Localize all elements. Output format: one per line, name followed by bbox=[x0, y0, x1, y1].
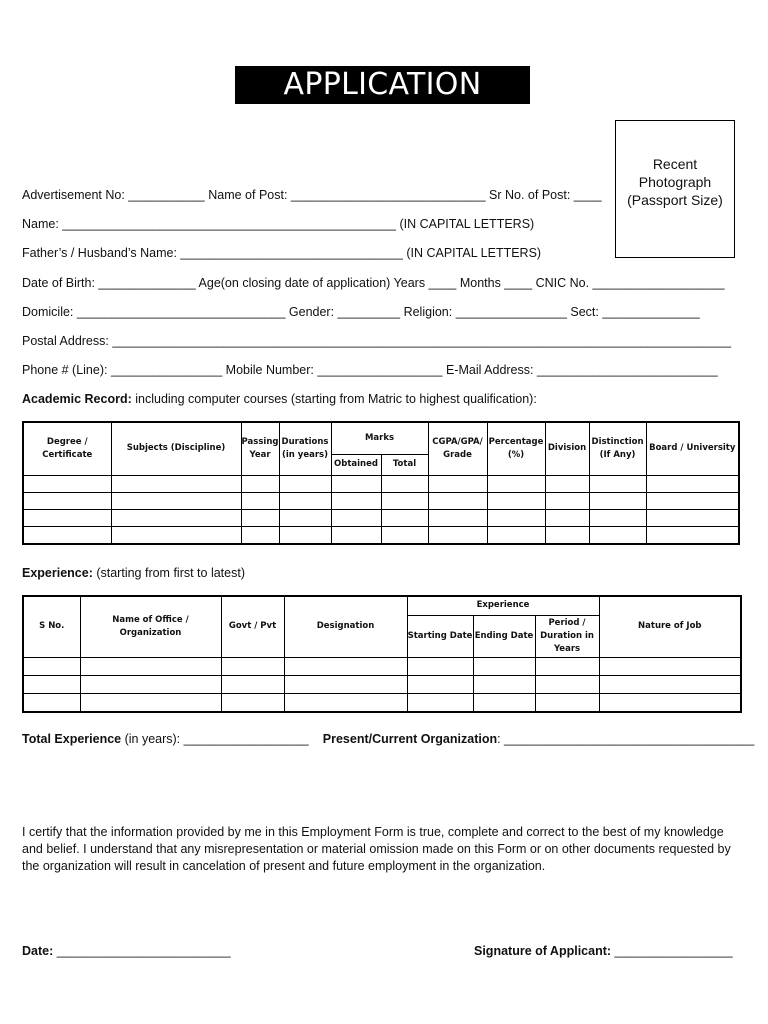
header-nature-of-job: Nature of Job bbox=[599, 596, 741, 657]
table-cell[interactable] bbox=[381, 492, 428, 509]
header-govt: Govt / Pvt bbox=[221, 596, 284, 657]
header-ending-date: Ending Date bbox=[473, 615, 535, 657]
table-row[interactable] bbox=[23, 675, 741, 693]
certification-text: I certify that the information provided by me in this Employment Form is true, complete and correct to the best of my knowledge and belief. I understand that any misrepresentation or material omission made on this Form or on other documents requested by the organization will result in cancelation of present and future employment in the organization. bbox=[22, 825, 731, 873]
table-cell[interactable] bbox=[646, 492, 739, 509]
header-subjects: Subjects (Discipline) bbox=[111, 422, 241, 475]
photo-label-1: Recent bbox=[652, 156, 698, 172]
header-distinction: Distinction (If Any) bbox=[589, 422, 646, 475]
table-cell[interactable] bbox=[111, 509, 241, 526]
table-cell[interactable] bbox=[589, 475, 646, 492]
header-board: Board / University bbox=[646, 422, 739, 475]
table-row[interactable] bbox=[23, 492, 739, 509]
advertisement-line[interactable]: Advertisement No: ___________ Name of Post: ____________________________ Sr No. of Post: ____ bbox=[22, 188, 602, 202]
header-division: Division bbox=[545, 422, 589, 475]
table-cell[interactable] bbox=[545, 492, 589, 509]
table-row[interactable] bbox=[23, 509, 739, 526]
table-cell[interactable] bbox=[279, 492, 331, 509]
table-cell[interactable] bbox=[589, 492, 646, 509]
table-cell[interactable] bbox=[221, 693, 284, 712]
table-cell[interactable] bbox=[487, 475, 545, 492]
table-row[interactable] bbox=[23, 693, 741, 712]
table-cell[interactable] bbox=[80, 693, 221, 712]
table-cell[interactable] bbox=[535, 657, 599, 675]
totals-line[interactable] bbox=[22, 731, 755, 747]
header-total: Total bbox=[381, 454, 428, 475]
date-label: Date: bbox=[22, 944, 54, 958]
present-organization-label: Present/Current Organization bbox=[322, 732, 498, 746]
table-cell[interactable] bbox=[331, 509, 381, 526]
table-cell[interactable] bbox=[407, 693, 473, 712]
table-row[interactable] bbox=[23, 526, 739, 544]
date-field[interactable] bbox=[22, 944, 231, 958]
table-cell[interactable] bbox=[407, 657, 473, 675]
header-percentage: Percentage (%) bbox=[487, 422, 545, 475]
table-cell[interactable] bbox=[241, 526, 279, 544]
table-cell[interactable] bbox=[221, 657, 284, 675]
postal-address-line[interactable]: Postal Address: _________________________________________________________________________________________ bbox=[22, 334, 732, 348]
table-cell[interactable] bbox=[589, 526, 646, 544]
table-cell[interactable] bbox=[381, 475, 428, 492]
table-cell[interactable] bbox=[331, 492, 381, 509]
header-degree: Degree / Certificate bbox=[23, 422, 111, 475]
total-experience-field[interactable]: (in years): __________________ bbox=[121, 732, 309, 746]
date-line[interactable]: _________________________ bbox=[53, 944, 231, 958]
header-durations: Durations (in years) bbox=[279, 422, 331, 475]
table-cell[interactable] bbox=[599, 657, 741, 675]
table-cell[interactable] bbox=[646, 475, 739, 492]
table-cell[interactable] bbox=[545, 475, 589, 492]
academic-table bbox=[22, 421, 740, 545]
table-cell[interactable] bbox=[23, 509, 111, 526]
table-cell[interactable] bbox=[487, 526, 545, 544]
table-cell[interactable] bbox=[111, 526, 241, 544]
table-cell[interactable] bbox=[473, 693, 535, 712]
header-obtained: Obtained bbox=[331, 454, 381, 475]
table-cell[interactable] bbox=[646, 526, 739, 544]
header-office: Name of Office / Organization bbox=[80, 596, 221, 657]
dob-line[interactable]: Date of Birth: ______________ Age(on closing date of application) Years ____ Months ____ CNIC No. ___________________ bbox=[22, 276, 725, 290]
table-cell[interactable] bbox=[23, 492, 111, 509]
header-marks: Marks bbox=[331, 422, 428, 454]
table-cell[interactable] bbox=[241, 475, 279, 492]
form-title: APPLICATION FORM bbox=[235, 66, 530, 104]
signature-label: Signature of Applicant: bbox=[474, 944, 612, 958]
domicile-line[interactable]: Domicile: ______________________________ Gender: _________ Religion: ________________ Sect: ______________ bbox=[22, 305, 700, 319]
table-cell[interactable] bbox=[284, 675, 407, 693]
table-cell[interactable] bbox=[23, 675, 80, 693]
header-designation: Designation bbox=[284, 596, 407, 657]
table-cell[interactable] bbox=[428, 526, 487, 544]
total-experience-label: Total Experience bbox=[22, 732, 122, 746]
table-cell[interactable] bbox=[545, 509, 589, 526]
table-cell[interactable] bbox=[487, 492, 545, 509]
name-line[interactable]: Name: ________________________________________________ (IN CAPITAL LETTERS) bbox=[22, 217, 535, 231]
table-cell[interactable] bbox=[428, 509, 487, 526]
experience-label-bold: Experience: bbox=[22, 566, 93, 580]
table-cell[interactable] bbox=[111, 475, 241, 492]
table-cell[interactable] bbox=[473, 657, 535, 675]
table-cell[interactable] bbox=[487, 509, 545, 526]
table-cell[interactable] bbox=[599, 675, 741, 693]
experience-heading bbox=[22, 565, 746, 581]
table-cell[interactable] bbox=[23, 657, 80, 675]
academic-label-rest: including computer courses (starting from Matric to highest qualification): bbox=[131, 392, 537, 406]
experience-label-rest: (starting from first to latest) bbox=[92, 566, 245, 580]
table-cell[interactable] bbox=[407, 675, 473, 693]
table-cell[interactable] bbox=[279, 509, 331, 526]
table-row[interactable] bbox=[23, 657, 741, 675]
table-cell[interactable] bbox=[545, 526, 589, 544]
header-starting-date: Starting Date bbox=[407, 615, 473, 657]
table-cell[interactable] bbox=[331, 526, 381, 544]
table-cell[interactable] bbox=[331, 475, 381, 492]
table-cell[interactable] bbox=[80, 675, 221, 693]
photo-label-3: (Passport Size) bbox=[627, 192, 723, 208]
table-cell[interactable] bbox=[599, 693, 741, 712]
signature-line[interactable]: _________________ bbox=[611, 944, 733, 958]
table-cell[interactable] bbox=[241, 509, 279, 526]
table-cell[interactable] bbox=[111, 492, 241, 509]
table-cell[interactable] bbox=[23, 693, 80, 712]
table-cell[interactable] bbox=[381, 509, 428, 526]
table-cell[interactable] bbox=[381, 526, 428, 544]
table-cell[interactable] bbox=[428, 492, 487, 509]
header-period: Period / Duration in Years bbox=[535, 615, 599, 657]
table-cell[interactable] bbox=[428, 475, 487, 492]
present-organization-field[interactable]: : ____________________________________ bbox=[497, 732, 755, 746]
phone-line[interactable]: Phone # (Line): ________________ Mobile Number: __________________ E-Mail Address: __________________________ bbox=[22, 363, 718, 377]
header-cgpa: CGPA/GPA/ Grade bbox=[428, 422, 487, 475]
experience-table bbox=[22, 595, 742, 713]
table-cell[interactable] bbox=[80, 657, 221, 675]
table-cell[interactable] bbox=[221, 675, 284, 693]
table-cell[interactable] bbox=[284, 657, 407, 675]
table-cell[interactable] bbox=[279, 475, 331, 492]
table-cell[interactable] bbox=[589, 509, 646, 526]
table-cell[interactable] bbox=[241, 492, 279, 509]
father-name-line[interactable]: Father’s / Husband’s Name: ________________________________ (IN CAPITAL LETTERS) bbox=[22, 246, 542, 260]
table-row[interactable] bbox=[23, 475, 739, 492]
table-cell[interactable] bbox=[279, 526, 331, 544]
table-cell[interactable] bbox=[23, 526, 111, 544]
signature-field[interactable] bbox=[474, 944, 733, 958]
header-sno: S No. bbox=[23, 596, 80, 657]
table-cell[interactable] bbox=[23, 475, 111, 492]
table-cell[interactable] bbox=[473, 675, 535, 693]
table-cell[interactable] bbox=[535, 693, 599, 712]
table-cell[interactable] bbox=[284, 693, 407, 712]
table-cell[interactable] bbox=[646, 509, 739, 526]
academic-record-heading bbox=[22, 391, 746, 407]
header-experience: Experience bbox=[407, 596, 599, 615]
academic-label-bold: Academic Record: bbox=[22, 392, 132, 406]
table-cell[interactable] bbox=[535, 675, 599, 693]
photo-label-2: Photograph bbox=[638, 174, 712, 190]
header-passing-year: Passing Year bbox=[241, 422, 279, 475]
